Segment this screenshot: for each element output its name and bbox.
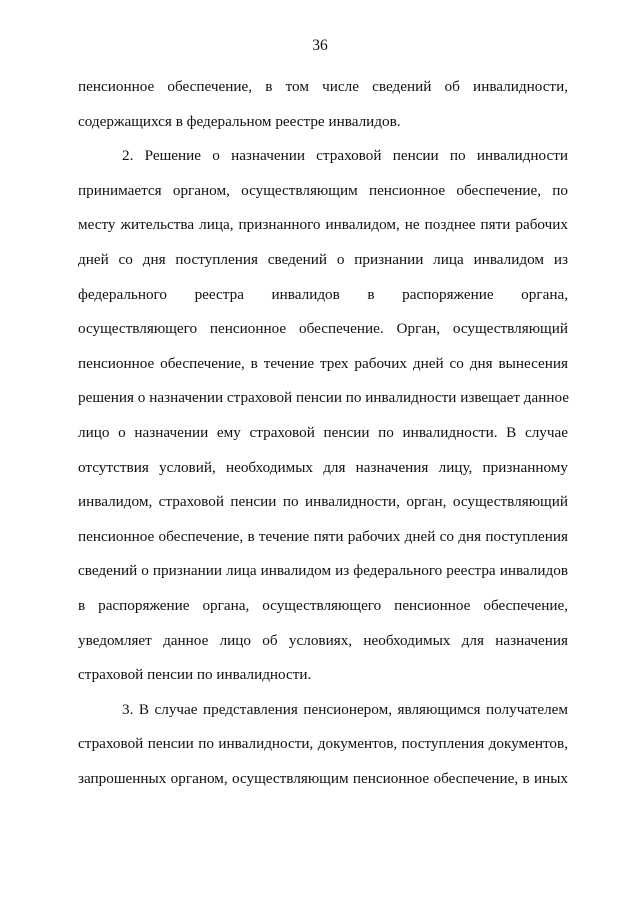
- paragraph-3: [78, 700, 568, 804]
- paragraph-1: [78, 77, 568, 146]
- text-line: уведомляет данное лицо об условиях, необходимых для назначения: [78, 631, 568, 649]
- text-line: лицо о назначении ему страховой пенсии по инвалидности. В случае: [78, 423, 568, 441]
- text-line: месту жительства лица, признанного инвалидом, не позднее пяти рабочих: [78, 216, 568, 234]
- text-line: 2. Решение о назначении страховой пенсии по инвалидности: [122, 147, 568, 165]
- text-line: осуществляющего пенсионное обеспечение. Орган, осуществляющий: [78, 320, 568, 338]
- text-line: отсутствия условий, необходимых для назначения лицу, признанному: [78, 458, 568, 476]
- text-line: сведений о признании лица инвалидом из федерального реестра инвалидов: [78, 562, 568, 580]
- text-line: решения о назначении страховой пенсии по инвалидности извещает данное: [78, 389, 570, 407]
- text-line: пенсионное обеспечение, в течение пяти рабочих дней со дня поступления: [78, 527, 568, 545]
- text-line: в распоряжение органа, осуществляющего пенсионное обеспечение,: [78, 596, 568, 614]
- text-line: принимается органом, осуществляющим пенсионное обеспечение, по: [78, 181, 568, 199]
- text-line: запрошенных органом, осуществляющим пенсионное обеспечение, в иных: [78, 769, 568, 787]
- page-number: 36: [312, 37, 328, 54]
- text-line: 3. В случае представления пенсионером, являющимся получателем: [122, 700, 568, 718]
- text-line: дней со дня поступления сведений о признании лица инвалидом из: [78, 250, 568, 268]
- document-body: [78, 77, 568, 803]
- text-line: пенсионное обеспечение, в том числе сведений об инвалидности,: [78, 78, 568, 95]
- text-line: инвалидом, страховой пенсии по инвалидности, орган, осуществляющий: [78, 493, 568, 511]
- text-line: содержащихся в федеральном реестре инвалидов.: [78, 112, 401, 130]
- paragraph-2: [78, 146, 568, 700]
- text-line: пенсионное обеспечение, в течение трех рабочих дней со дня вынесения: [78, 354, 568, 372]
- text-line: страховой пенсии по инвалидности, документов, поступления документов,: [78, 735, 568, 753]
- text-line: федерального реестра инвалидов в распоряжение органа,: [78, 285, 568, 303]
- text-line: страховой пенсии по инвалидности.: [78, 666, 312, 684]
